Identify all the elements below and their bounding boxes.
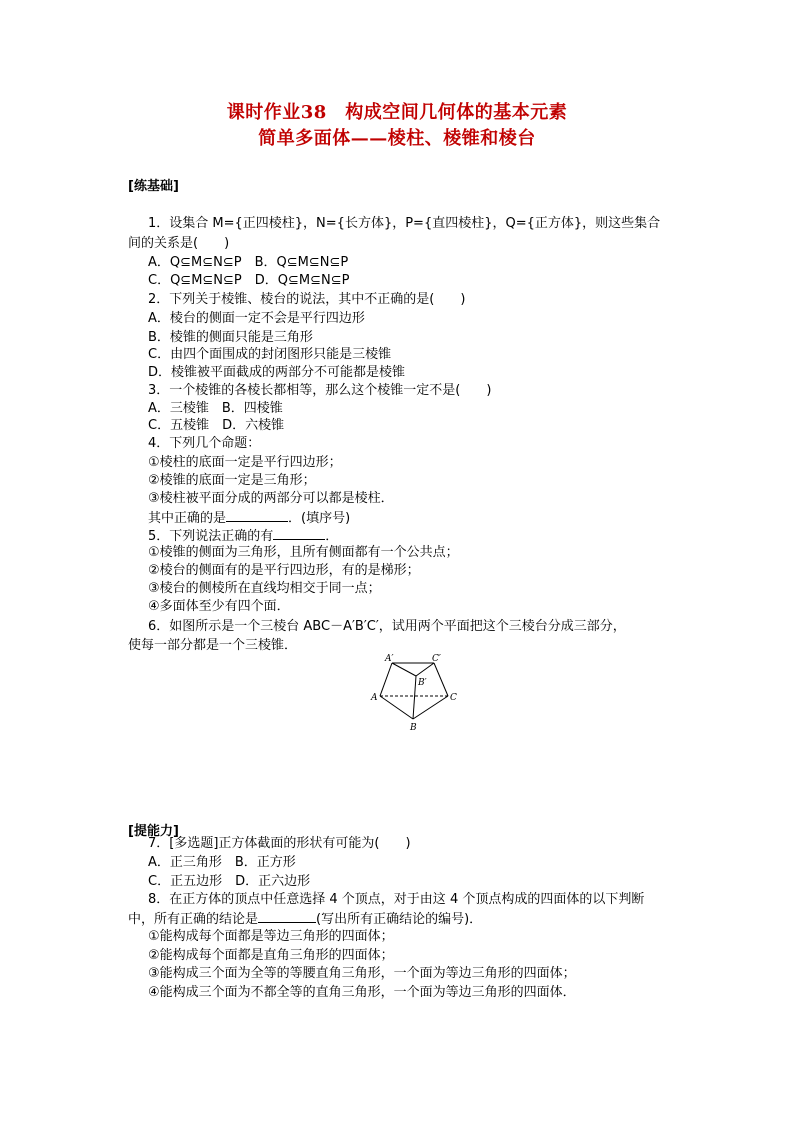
q2-option-a: A．棱台的侧面一定不会是平行四边形 [148,311,365,326]
q5-statement-1: ①棱锥的侧面为三角形，且所有侧面都有一个公共点； [148,545,459,560]
q5-stem-text: 5．下列说法正确的有 [148,529,274,544]
q8-statement-2: ②能构成每个面都是直角三角形的四面体； [148,948,394,963]
label-c1: C′ [432,654,441,664]
q7-stem: 7．[多选题]正方体截面的形状有可能为( ) [148,836,411,851]
q8-stem-cont-text: 中，所有正确的结论是 [128,912,259,927]
q3-options-ab: A．三棱锥 B．四棱锥 [148,401,283,416]
q5-statement-3: ③棱台的侧棱所在直线均相交于同一点； [148,581,381,596]
q7-options-ab: A．正三角形 B．正方形 [148,855,296,870]
section-basic-label: [练基础] [128,179,179,194]
q3-options-cd: C．五棱锥 D．六棱锥 [148,418,285,433]
edge-a1-a [380,663,392,696]
label-a1: A′ [385,654,394,664]
label-b1: B′ [418,678,427,688]
page-title: 课时作业38 构成空间几何体的基本元素 [226,102,568,123]
edge-c-b [413,696,448,719]
edge-b1-b [413,676,416,719]
q6-stem-cont: 使每一部分都是一个三棱锥． [128,638,298,653]
frustum-diagram [360,650,470,736]
q5-answer-blank [273,525,325,540]
edge-a-b [380,696,413,719]
q1-options-ab: A．Q⊆M⊆N⊆P B．Q⊆M⊆N⊆P [148,255,349,270]
q4-prop-2: ②棱锥的底面一定是三角形； [148,473,316,488]
q3-stem: 3．一个棱锥的各棱长都相等，那么这个棱锥一定不是( ) [148,383,492,398]
q8-stem-cont-end: (写出所有正确结论的编号)． [316,912,483,927]
edge-c1-c [434,663,448,696]
q2-option-c: C．由四个面围成的封闭图形只能是三棱锥 [148,347,392,362]
q7-options-cd: C．正五边形 D．正六边形 [148,874,311,889]
edge-a1-b1 [392,663,416,676]
q2-option-b: B．棱锥的侧面只能是三角形 [148,330,313,345]
q5-stem-end: ． [325,529,339,544]
label-b: B [410,723,417,733]
edge-c1-b1 [416,663,434,676]
q8-statement-1: ①能构成每个面都是等边三角形的四面体； [148,929,394,944]
frustum-figure [360,650,470,736]
q4-answer-blank [226,507,288,522]
section-advanced-label: [提能力] [128,824,179,839]
q4-prop-1: ①棱柱的底面一定是平行四边形； [148,455,342,470]
q4-stem: 4．下列几个命题： [148,436,261,451]
q6-stem: 6．如图所示是一个三棱台 ABC－A′B′C′，试用两个平面把这个三棱台分成三部分， [148,619,626,634]
q8-answer-blank [258,908,316,923]
q1-options-cd: C．Q⊆M⊆N⊆P D．Q⊆M⊆N⊆P [148,273,350,288]
label-a: A [371,693,378,703]
q2-stem: 2．下列关于棱锥、棱台的说法，其中不正确的是( ) [148,292,466,307]
q1-stem-cont: 间的关系是( ) [128,236,230,251]
q5-statement-4: ④多面体至少有四个面． [148,599,290,614]
q8-stem: 8．在正方体的顶点中任意选择 4 个顶点，对于由这 4 个顶点构成的四面体的以下判断 [148,892,645,907]
q4-answer-prefix: 其中正确的是 [148,511,227,526]
q8-statement-4: ④能构成三个面为不都全等的直角三角形，一个面为等边三角形的四面体． [148,985,576,1000]
q5-statement-2: ②棱台的侧面有的是平行四边形，有的是梯形； [148,563,420,578]
label-c: C [450,693,457,703]
q2-option-d: D．棱锥被平面截成的两部分不可能都是棱锥 [148,365,406,380]
q4-prop-3: ③棱柱被平面分成的两部分可以都是棱柱． [148,491,394,506]
q1-stem: 1．设集合 M={正四棱柱}，N={长方体}，P={直四棱柱}，Q={正方体}，则这些集合 [148,216,661,231]
page-subtitle: 简单多面体——棱柱、棱锥和棱台 [258,128,536,149]
q8-statement-3: ③能构成三个面为全等的等腰直角三角形，一个面为等边三角形的四面体； [148,966,576,981]
q4-answer-suffix: ．(填序号) [288,511,351,526]
